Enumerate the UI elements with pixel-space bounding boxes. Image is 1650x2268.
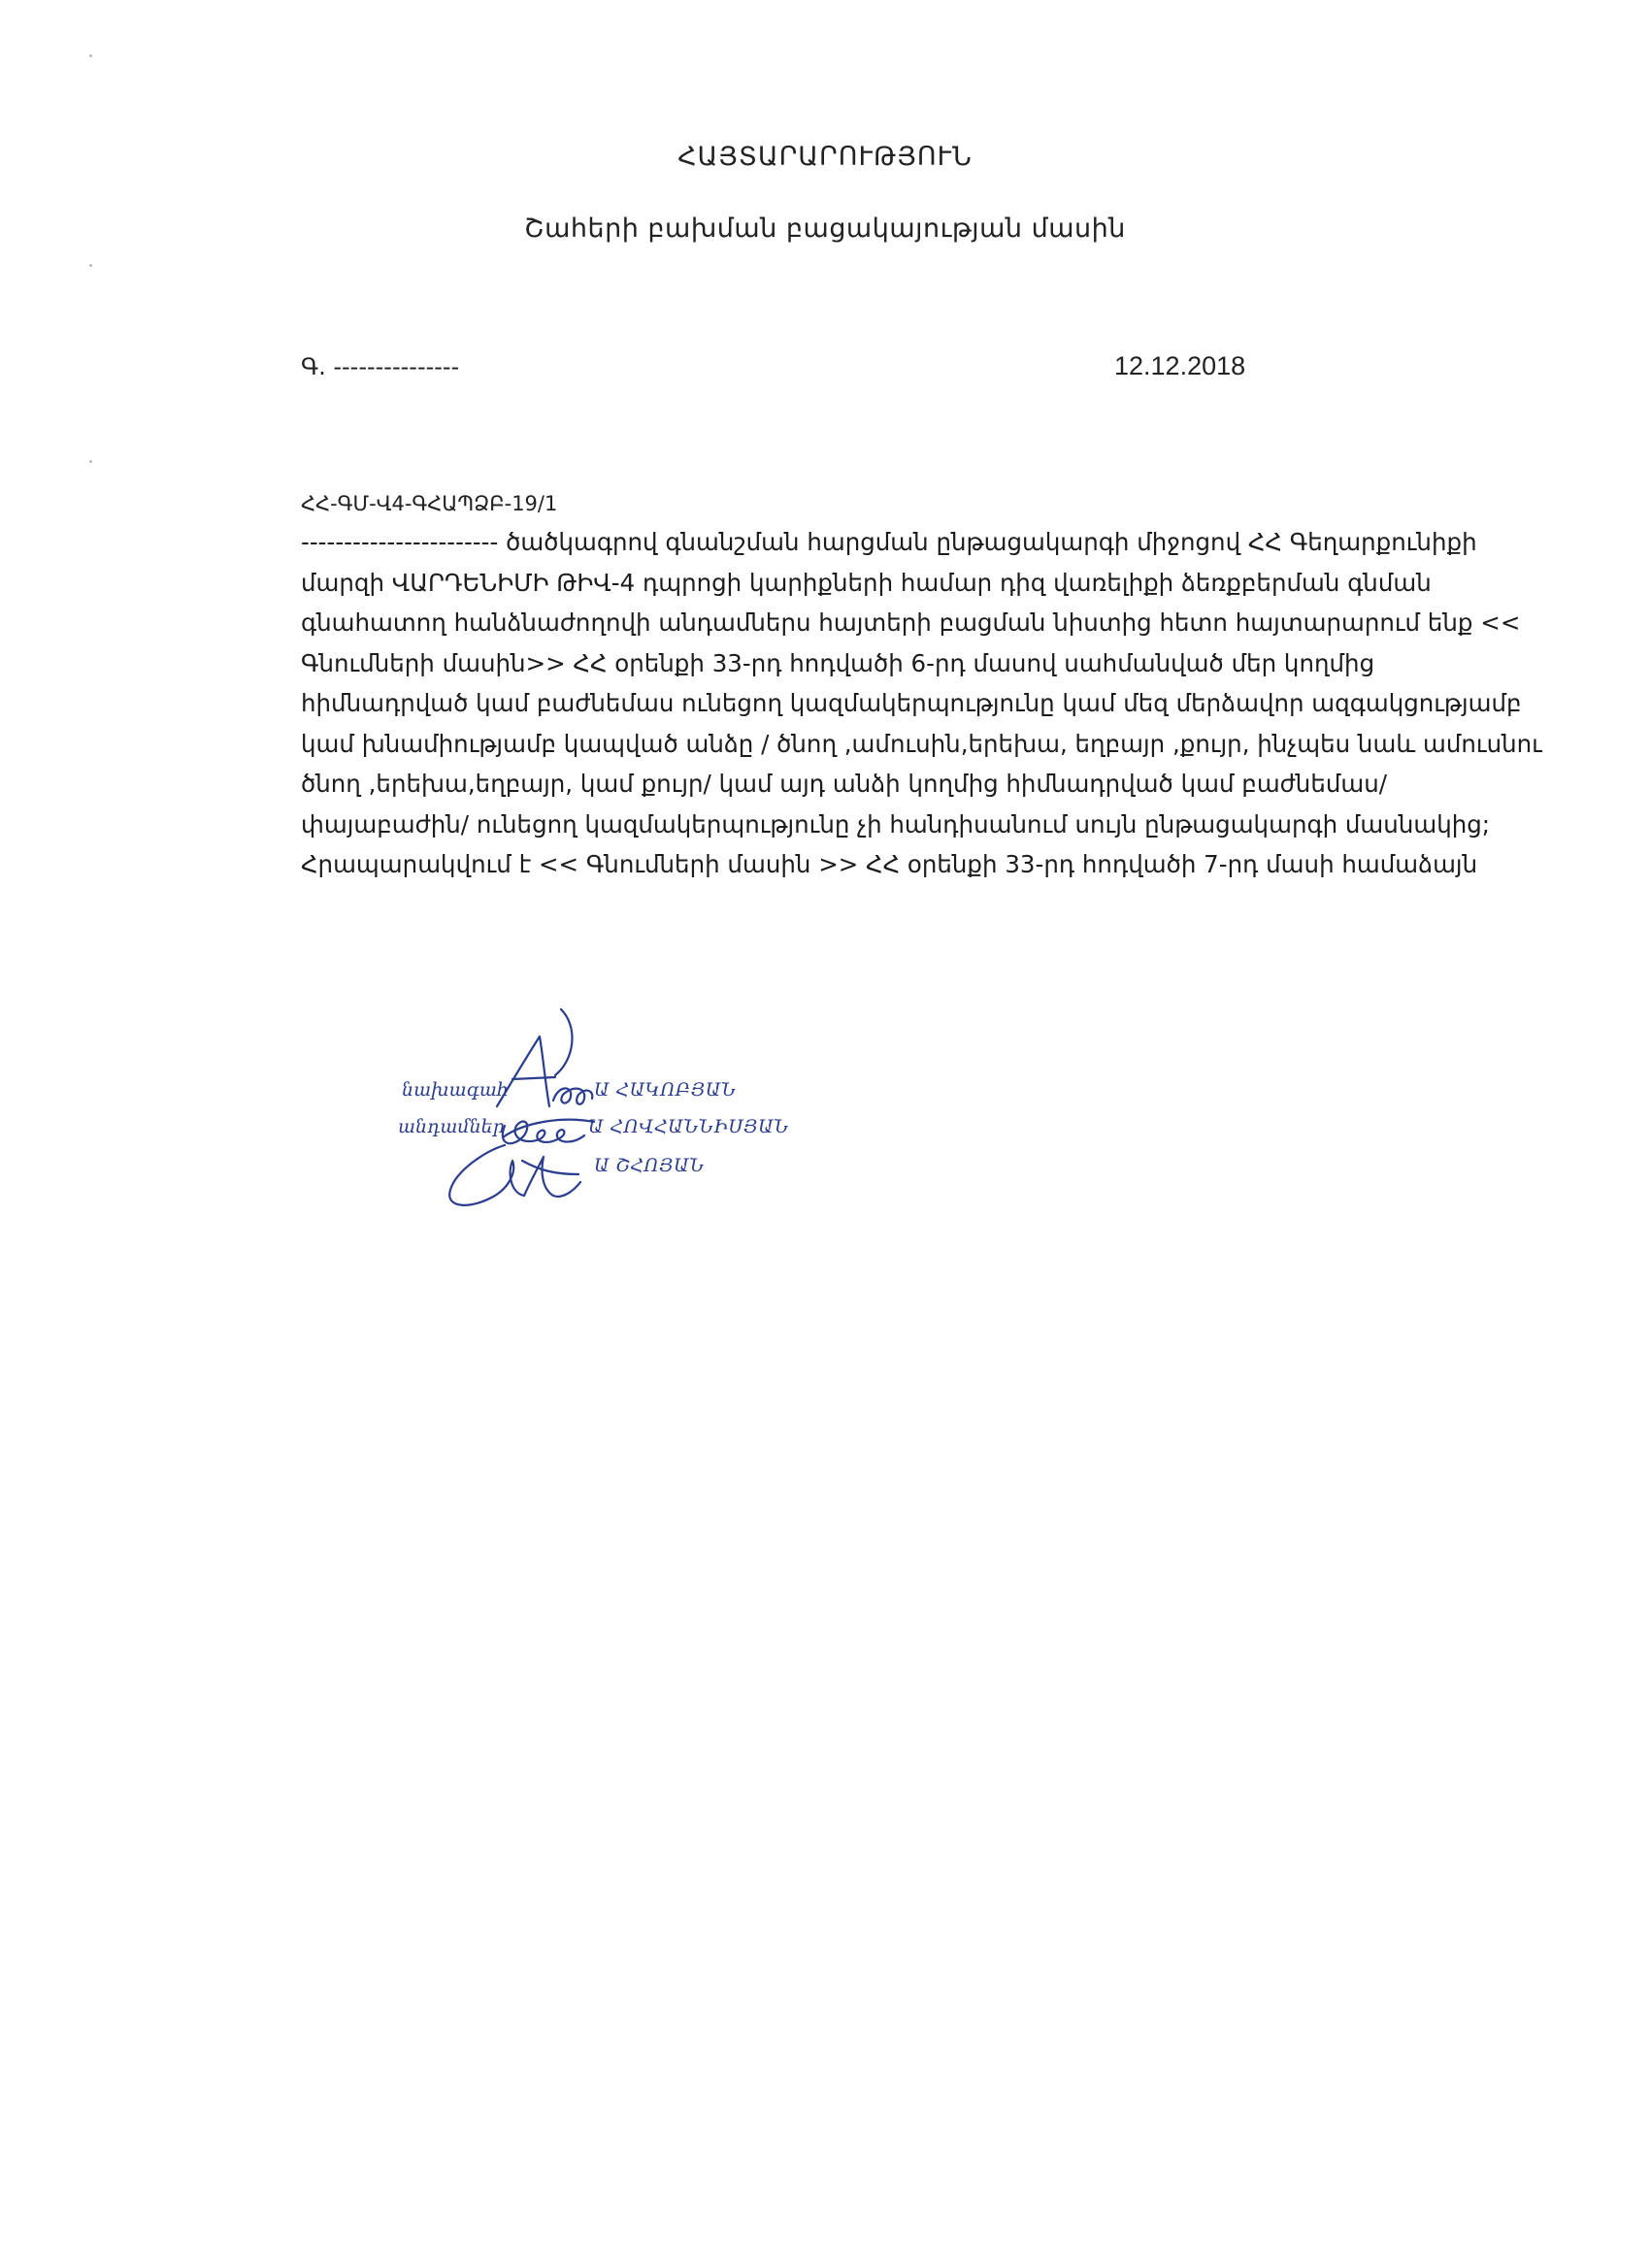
- signature-stroke: [555, 1009, 572, 1075]
- signature-stroke: [512, 1077, 555, 1079]
- document-date: 12.12.2018: [1114, 351, 1246, 380]
- body-line: մարզի ՎԱՐԴԵՆԻՄԻ ԹԻՎ-4 դպրոցի կարիքների համար դիզ վառելիքի ձեռքբերման գնման: [301, 568, 1432, 597]
- body-line: գնահատող հանձնաժողովի անդամներս հայտերի բացման նիստից հետո հայտարարում ենք <<: [301, 608, 1521, 637]
- chair-label: նախագահ: [402, 1079, 509, 1101]
- scan-speck: [89, 54, 92, 57]
- body-line: Գնումների մասին>> ՀՀ օրենքի 33-րդ հոդվածի 6-րդ մասով սահմանված մեր կողմից: [301, 648, 1375, 677]
- signature-stroke: [522, 1161, 578, 1174]
- signatory-name: Ա ՀՈՎՀԱՆՆԻՍՅԱՆ: [588, 1116, 789, 1137]
- procurement-code: ՀՀ-ԳՄ-Վ4-ԳՀԱՊՁԲ-19/1: [301, 492, 558, 515]
- signatory-name: Ա ՇՀՈՅԱՆ: [594, 1155, 705, 1176]
- body-line: կամ խնամիությամբ կապված անձը / ծնող ,ամուսին,երեխա, եղբայր ,քույր, ինչպես նաև ամուսնու: [301, 729, 1542, 758]
- signature-stroke: [503, 1121, 584, 1143]
- declaration-body: [301, 522, 1542, 885]
- signature-stroke: [449, 1145, 524, 1205]
- members-label: անդամներ: [398, 1116, 505, 1137]
- signature-stroke: [503, 1120, 594, 1137]
- body-line: ծնող ,երեխա,եղբայր, կամ քույր/ կամ այդ անձի կողմից հիմնադրված կամ բաժնեմաս/: [301, 770, 1388, 798]
- body-line: Հրապարակվում է << Գնումների մասին >> ՀՀ օրենքի 33-րդ հոդվածի 7-րդ մասի համաձայն: [301, 850, 1478, 878]
- body-line: փայաբաժին/ ունեցող կազմակերպությունը չի հանդիսանում սույն ընթացակարգի մասնակից;: [301, 809, 1491, 838]
- scan-speck: [89, 460, 92, 463]
- scan-speck: [89, 264, 92, 267]
- document-subtitle: Շահերի բախման բացակայության մասին: [524, 214, 1126, 244]
- signature-stroke: [524, 1157, 580, 1197]
- document-title: ՀԱՅՏԱՐԱՐՈՒԹՅՈՒՆ: [677, 142, 973, 172]
- body-line: ----------------------- ծածկագրով գնանշման հարցման ընթացակարգի միջոցով ՀՀ Գեղարքունիքի: [301, 528, 1477, 556]
- signature-stroke: [497, 1036, 549, 1106]
- city-field: Գ. ---------------: [301, 353, 460, 380]
- body-line: հիմնադրված կամ բաժնեմաս ունեցող կազմակերպությունը կամ մեզ մերձավոր ազգակցությամբ: [301, 689, 1522, 717]
- signature-stroke: [553, 1088, 592, 1103]
- signatory-name: Ա ՀԱԿՈԲՅԱՆ: [594, 1079, 737, 1101]
